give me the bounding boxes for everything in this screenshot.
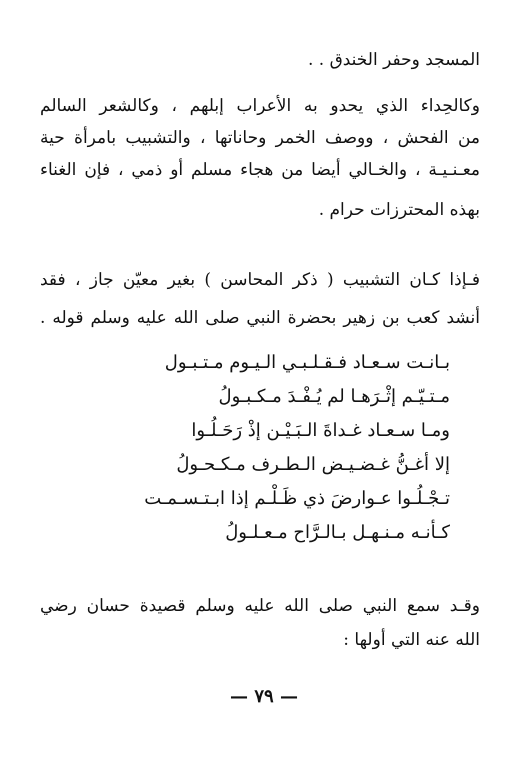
paragraph-3-line: وقـد سمع النبي صلى الله عليه وسلم قصيدة حسان رضي <box>40 596 480 616</box>
paragraph-1-line: معـنـيـة ، والخـالي أيضا من هجاء مسلم أو ذمي ، فإن الغناء <box>40 160 480 180</box>
poem-verse: ومـا سـعـاد غـداةَ الـبَـيْـن إذْ رَحَـلُـوا <box>191 420 450 441</box>
poem-verse: بـانـت سـعـاد فـقـلـبـي الـيـوم مـتـبـول <box>164 352 450 373</box>
paragraph-2-line: فـإذا كـان التشبيب ( ذكر المحاسن ) بغير معيّن جاز ، فقد <box>40 270 480 290</box>
poem-verse: مـتـيّـم إثْـرَهـا لم يُـفْـدَ مـكـبـولُ <box>218 386 450 407</box>
paragraph-3-line: الله عنه التي أولها : <box>343 630 480 650</box>
page-number: — ٧٩ — <box>230 686 298 707</box>
paragraph-1-line: بهذه المحترزات حرام . <box>318 200 480 220</box>
poem-verse: إلا أغـنُّ غـضـيـض الـطـرف مـكـحـولُ <box>176 454 450 475</box>
poem-verse: كـأنـه مـنـهـل بـالـرَّاح مـعـلـولُ <box>225 522 450 543</box>
poem-verse: تـجْـلُـوا عـوارضَ ذي ظَـلْـم إذا ابـتـسـمـت <box>144 488 450 509</box>
paragraph-1-line: وكالحِداء الذي يحدو به الأعراب إبلهم ، وكالشعر السالم <box>40 96 480 116</box>
continued-line: المسجد وحفر الخندق . . <box>307 50 480 70</box>
paragraph-1-line: من الفحش ، ووصف الخمر وحاناتها ، والتشبيب بامرأة حية <box>40 128 480 148</box>
paragraph-2-line: أنشد كعب بن زهير بحضرة النبي صلى الله عليه وسلم قوله . <box>40 308 480 328</box>
